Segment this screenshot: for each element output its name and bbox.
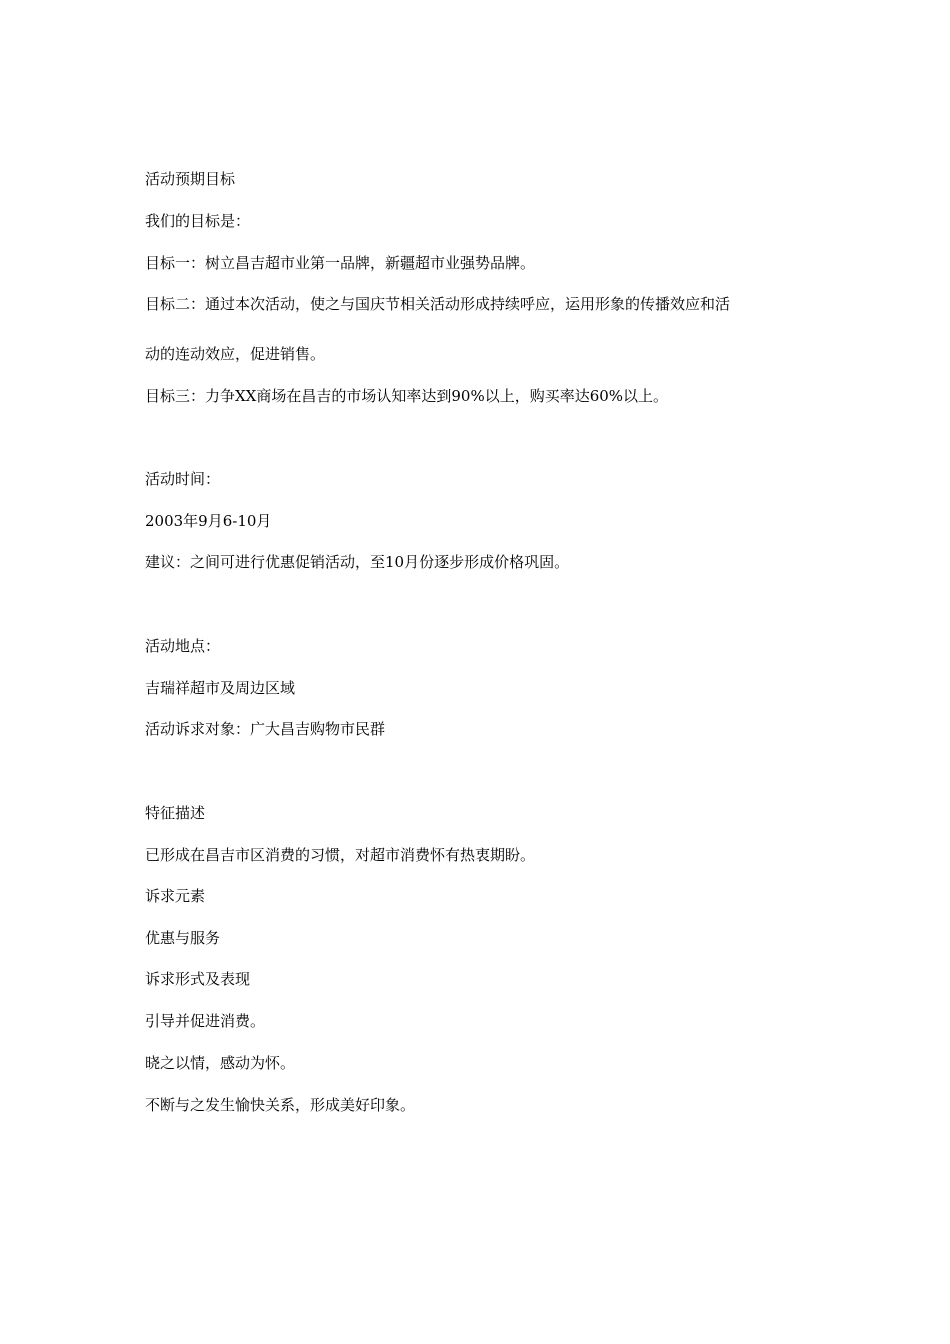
location-place: 吉瑞祥超市及周边区域 (145, 679, 296, 697)
features-heading: 特征描述 (145, 804, 206, 822)
time-suggestion: 建议：之间可进行优惠促销活动，至10月份逐步形成价格巩固。 (145, 553, 570, 571)
elements-content: 优惠与服务 (145, 929, 221, 947)
form-item-3: 不断与之发生愉快关系，形成美好印象。 (145, 1096, 416, 1114)
elements-heading: 诉求元素 (145, 887, 206, 905)
forms-heading: 诉求形式及表现 (145, 970, 251, 988)
goals-intro: 我们的目标是： (145, 212, 251, 230)
time-heading: 活动时间： (145, 470, 221, 488)
time-date: 2003年9月6-10月 (145, 512, 272, 530)
features-description: 已形成在昌吉市区消费的习惯，对超市消费怀有热衷期盼。 (145, 846, 536, 864)
goal-one: 目标一：树立昌吉超市业第一品牌，新疆超市业强势品牌。 (145, 254, 536, 272)
goal-two-line-2: 动的连动效应，促进销售。 (145, 345, 326, 363)
goal-two-line-1: 目标二：通过本次活动，使之与国庆节相关活动形成持续呼应，运用形象的传播效应和活 (145, 295, 731, 313)
target-audience: 活动诉求对象：广大昌吉购物市民群 (145, 720, 386, 738)
form-item-1: 引导并促进消费。 (145, 1012, 266, 1030)
location-heading: 活动地点： (145, 637, 221, 655)
goal-three: 目标三：力争XX商场在昌吉的市场认知率达到90%以上，购买率达60%以上。 (145, 387, 669, 405)
form-item-2: 晓之以情，感动为怀。 (145, 1054, 296, 1072)
goals-heading: 活动预期目标 (145, 170, 236, 188)
